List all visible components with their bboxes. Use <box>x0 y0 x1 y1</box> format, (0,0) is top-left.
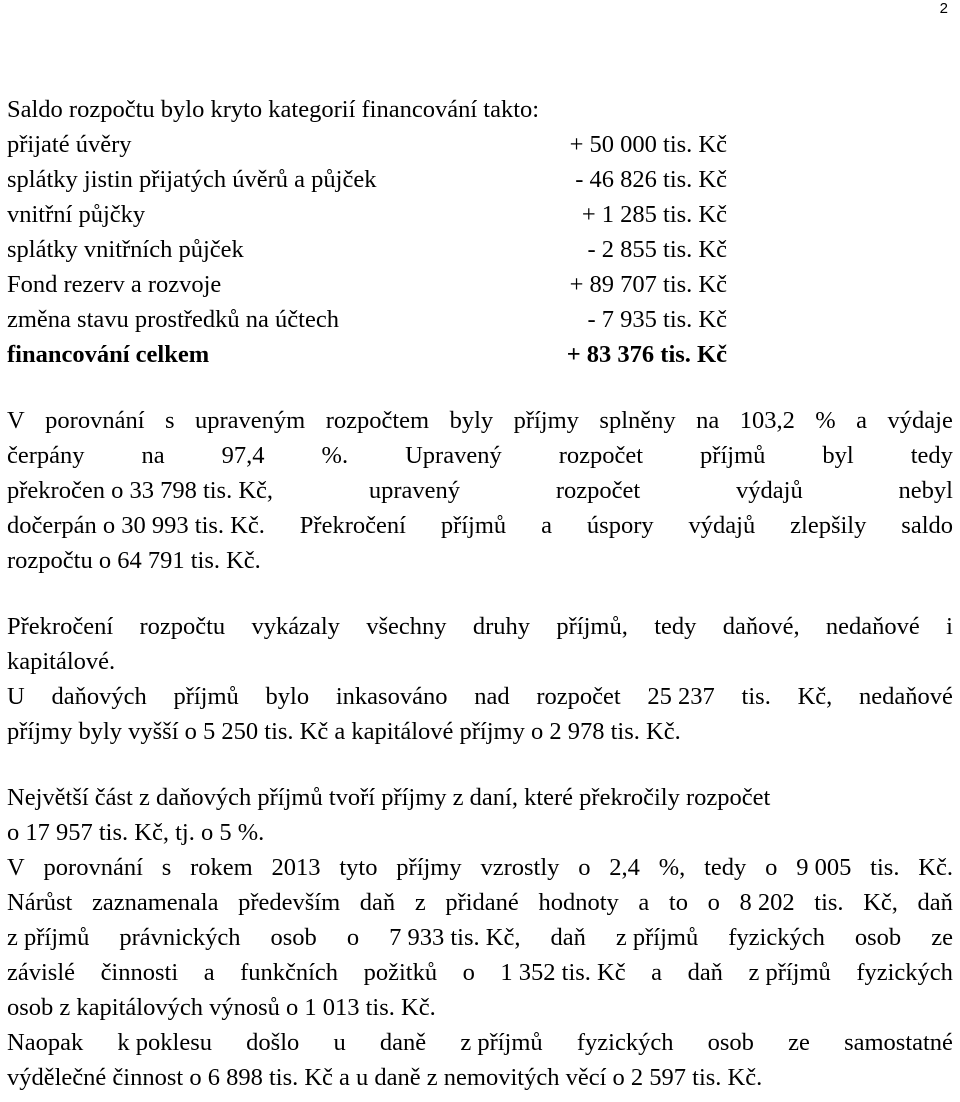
text-line: kapitálové. <box>7 648 116 675</box>
text-line <box>7 403 953 438</box>
word: příjmů <box>173 683 239 710</box>
word: z příjmů <box>615 924 699 951</box>
word: Kč, <box>863 889 898 916</box>
word: 1 352 tis. Kč <box>500 959 626 986</box>
word: výdajů <box>688 512 756 539</box>
word: Překročení <box>299 512 406 539</box>
word: porovnání <box>43 854 143 881</box>
word: k poklesu <box>117 1029 212 1056</box>
word: daně <box>379 1029 427 1056</box>
word: U <box>7 683 25 710</box>
word: byly <box>449 407 494 434</box>
word: rozpočtem <box>325 407 430 434</box>
word: V <box>7 407 25 434</box>
word: a <box>541 512 552 539</box>
text-line: výdělečné činnost o 6 898 tis. Kč a u daně z nemovitých věcí o 2 597 tis. Kč. <box>7 1064 763 1091</box>
word: z příjmů <box>460 1029 543 1056</box>
word: o <box>346 924 360 951</box>
word: činnosti <box>100 959 179 986</box>
word: porovnání <box>45 407 145 434</box>
word: upraveným <box>195 407 306 434</box>
word: tedy <box>910 442 953 469</box>
financing-label: Fond rezerv a rozvoje <box>7 271 222 298</box>
word: přidané <box>445 889 519 916</box>
word: splněny <box>599 407 676 434</box>
word: Upravený <box>405 442 502 469</box>
financing-value: - 7 935 tis. Kč <box>587 306 727 333</box>
document-body <box>7 92 953 1095</box>
word: dočerpán o 30 993 tis. Kč. <box>7 512 265 539</box>
text-line <box>7 850 953 885</box>
word: a <box>856 407 868 434</box>
page-number: 2 <box>939 0 948 17</box>
word: právnických <box>119 924 241 951</box>
word: daň <box>687 959 723 986</box>
word: fyzických <box>856 959 953 986</box>
word: nad <box>474 683 510 710</box>
word: %. <box>321 442 349 469</box>
word: inkasováno <box>335 683 448 710</box>
word: o <box>462 959 475 986</box>
word: nedaňové <box>825 613 920 640</box>
word: funkčních <box>240 959 339 986</box>
word: požitků <box>363 959 438 986</box>
word: zaznamenala <box>91 889 219 916</box>
paragraph-tax-revenue <box>7 780 953 1095</box>
word: závislé <box>7 959 76 986</box>
word: příjmů, <box>556 613 628 640</box>
word: hodnoty <box>538 889 619 916</box>
word: úspory <box>586 512 654 539</box>
word: daňových <box>51 683 147 710</box>
word: 2,4 <box>609 854 640 881</box>
word: výdajů <box>736 477 803 504</box>
word: V <box>7 854 25 881</box>
word: vykázaly <box>251 613 340 640</box>
word: Kč. <box>918 854 953 881</box>
word: rokem <box>190 854 253 881</box>
word: fyzických <box>728 924 825 951</box>
financing-row <box>7 232 953 267</box>
financing-value: - 46 826 tis. Kč <box>575 166 727 193</box>
financing-label: splátky vnitřních půjček <box>7 236 244 263</box>
financing-row <box>7 127 953 162</box>
financing-value: + 50 000 tis. Kč <box>569 131 727 158</box>
word: tyto <box>339 854 378 881</box>
financing-value: + 1 285 tis. Kč <box>581 201 727 228</box>
word: 103,2 <box>739 407 795 434</box>
word: rozpočet <box>536 683 621 710</box>
word: z <box>414 889 426 916</box>
financing-label: vnitřní půjčky <box>7 201 146 228</box>
word: o <box>707 889 720 916</box>
text-line <box>7 609 953 644</box>
word: to <box>668 889 688 916</box>
word: 25 237 <box>647 683 715 710</box>
financing-row <box>7 197 953 232</box>
word: rozpočet <box>558 442 644 469</box>
word: výdaje <box>887 407 953 434</box>
word: u <box>333 1029 346 1056</box>
financing-label: změna stavu prostředků na účtech <box>7 306 339 333</box>
word: o <box>765 854 778 881</box>
financing-label: přijaté úvěry <box>7 131 132 158</box>
text-line <box>7 438 953 473</box>
word: tedy <box>654 613 697 640</box>
word: daňové, <box>722 613 800 640</box>
word: z příjmů <box>748 959 831 986</box>
word: byl <box>822 442 854 469</box>
text-line <box>7 679 953 714</box>
word: saldo <box>901 512 953 539</box>
word: nedaňové <box>859 683 953 710</box>
word: z příjmů <box>7 924 90 951</box>
word: upravený <box>368 477 461 504</box>
financing-row <box>7 267 953 302</box>
text-line <box>7 920 953 955</box>
word: všechny <box>366 613 447 640</box>
text-line <box>7 508 953 543</box>
word: daň <box>917 889 953 916</box>
financing-total-value: + 83 376 tis. Kč <box>566 341 727 368</box>
financing-label: splátky jistin přijatých úvěrů a půjček <box>7 166 377 193</box>
word: rozpočet <box>555 477 641 504</box>
financing-row <box>7 302 953 337</box>
text-line <box>7 885 953 920</box>
word: došlo <box>246 1029 300 1056</box>
word: i <box>946 613 953 640</box>
word: příjmy <box>513 407 579 434</box>
text-line: příjmy byly vyšší o 5 250 tis. Kč a kapitálové příjmy o 2 978 tis. Kč. <box>7 718 681 745</box>
word: osob <box>270 924 317 951</box>
text-line <box>7 473 953 508</box>
paragraph-budget-comparison <box>7 403 953 578</box>
text-line: o 17 957 tis. Kč, tj. o 5 %. <box>7 819 265 846</box>
word: druhy <box>472 613 531 640</box>
paragraph-revenue-overrun <box>7 609 953 749</box>
word: a <box>638 889 650 916</box>
word: čerpány <box>7 442 85 469</box>
word: 2013 <box>271 854 321 881</box>
word: samostatné <box>844 1029 953 1056</box>
word: vzrostly <box>480 854 560 881</box>
word: a <box>203 959 215 986</box>
word: 7 933 tis. Kč, <box>389 924 521 951</box>
word: zlepšily <box>790 512 867 539</box>
word: na <box>696 407 720 434</box>
word: bylo <box>265 683 310 710</box>
financing-value: - 2 855 tis. Kč <box>587 236 727 263</box>
word: nebyl <box>898 477 953 504</box>
word: tis. <box>741 683 771 710</box>
word: a <box>651 959 663 986</box>
word: rozpočtu <box>139 613 226 640</box>
text-line <box>7 955 953 990</box>
word: 8 202 <box>739 889 795 916</box>
word: 97,4 <box>221 442 265 469</box>
text-line <box>7 1025 953 1060</box>
word: daň <box>550 924 586 951</box>
financing-value: + 89 707 tis. Kč <box>569 271 727 298</box>
word: osob <box>854 924 902 951</box>
word: s <box>164 407 175 434</box>
financing-total-label: financování celkem <box>7 341 210 368</box>
word: fyzických <box>576 1029 674 1056</box>
word: příjmů <box>700 442 766 469</box>
word: na <box>141 442 165 469</box>
word: ze <box>931 924 953 951</box>
word: překročen o 33 798 tis. Kč, <box>7 477 274 504</box>
word: Kč, <box>797 683 833 710</box>
word: ze <box>788 1029 810 1056</box>
word: Nárůst <box>7 889 73 916</box>
word: tis. <box>870 854 900 881</box>
text-line: rozpočtu o 64 791 tis. Kč. <box>7 547 261 574</box>
financing-total-row <box>7 337 953 372</box>
word: Překročení <box>7 613 114 640</box>
word: příjmy <box>396 854 462 881</box>
word: příjmů <box>440 512 507 539</box>
financing-row <box>7 162 953 197</box>
text-line: Největší část z daňových příjmů tvoří příjmy z daní, které překročily rozpočet <box>7 784 771 811</box>
word: osob <box>707 1029 754 1056</box>
word: %, <box>658 854 686 881</box>
text-line: osob z kapitálových výnosů o 1 013 tis. Kč. <box>7 994 436 1021</box>
word: tedy <box>704 854 747 881</box>
word: 9 005 <box>796 854 852 881</box>
word: především <box>238 889 341 916</box>
word: s <box>161 854 172 881</box>
financing-intro: Saldo rozpočtu bylo kryto kategorií financování takto: <box>7 96 540 123</box>
word: % <box>815 407 836 434</box>
word: o <box>578 854 591 881</box>
word: daň <box>359 889 396 916</box>
word: Naopak <box>7 1029 84 1056</box>
word: tis. <box>814 889 844 916</box>
